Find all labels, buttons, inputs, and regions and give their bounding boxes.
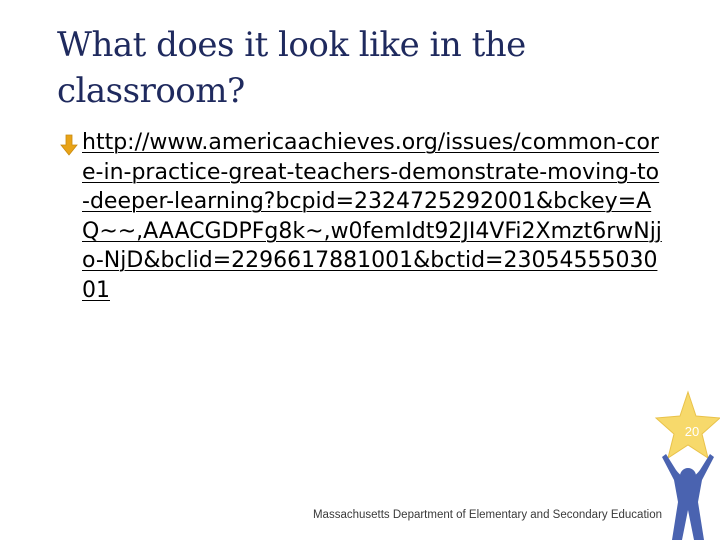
bullet-link[interactable]: http://www.americaachieves.org/issues/common-core-in-practice-great-teachers-demonstrate-moving-to-deeper-learning?bcpid=2324725292001&bckey=AQ~~,AAACGDPFg8k~,w0femIdt92JI4VFi2Xmzt6rwNjjo-NjD&bclid=2296617881001&bctid=2305455503001 — [82, 130, 662, 303]
page-number: 20 — [684, 424, 700, 439]
footer-text: Massachusetts Department of Elementary and Secondary Education — [312, 509, 662, 521]
arrow-bullet-icon — [60, 134, 78, 156]
slide-title: What does it look like in the classroom? — [57, 25, 526, 111]
